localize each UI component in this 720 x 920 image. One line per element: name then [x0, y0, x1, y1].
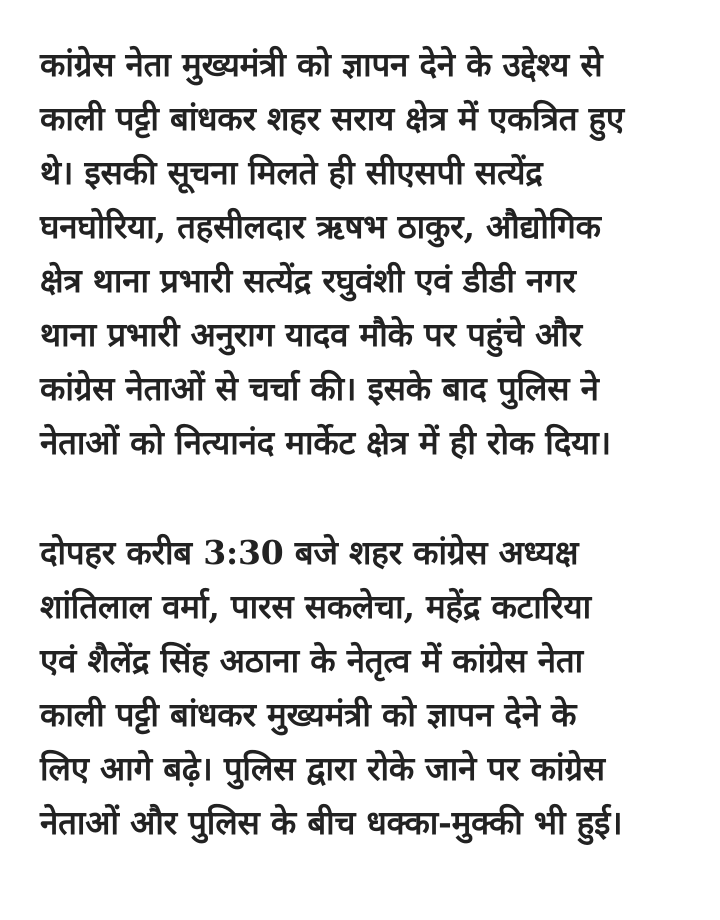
article-body	[40, 38, 690, 850]
paragraph-spacer	[40, 470, 690, 526]
text-line: थे। इसकी सूचना मिलते ही सीएसपी सत्येंद्र	[40, 153, 543, 192]
text-line: नेताओं और पुलिस के बीच धक्का-मुक्की भी हुई।	[40, 803, 623, 842]
text-line: नेताओं को नित्यानंद मार्केट क्षेत्र में ही रोक दिया।	[40, 423, 611, 462]
text-line: क्षेत्र थाना प्रभारी सत्येंद्र रघुवंशी एवं डीडी नगर	[40, 261, 576, 300]
text-line: काली पट्टी बांधकर मुख्यमंत्री को ज्ञापन देने के	[40, 695, 577, 734]
text-line: घनघोरिया, तहसीलदार ऋषभ ठाकुर, औद्योगिक	[40, 207, 601, 246]
text-line: शांतिलाल वर्मा, पारस सकलेचा, महेंद्र कटारिया	[40, 587, 591, 626]
text-line: दोपहर करीब 3:30 बजे शहर कांग्रेस अध्यक्ष	[40, 533, 579, 572]
paragraph-1	[40, 38, 690, 470]
text-line: लिए आगे बढ़े। पुलिस द्वारा रोके जाने पर कांग्रेस	[40, 749, 605, 788]
text-line: कांग्रेस नेताओं से चर्चा की। इसके बाद पुलिस ने	[40, 369, 599, 408]
text-line: कांग्रेस नेता मुख्यमंत्री को ज्ञापन देने के उद्देश्य से	[40, 45, 603, 84]
text-line: थाना प्रभारी अनुराग यादव मौके पर पहुंचे और	[40, 315, 582, 354]
paragraph-2	[40, 526, 690, 850]
text-line: काली पट्टी बांधकर शहर सराय क्षेत्र में एकत्रित हुए	[40, 99, 624, 138]
text-line: एवं शैलेंद्र सिंह अठाना के नेतृत्व में कांग्रेस नेता	[40, 641, 583, 680]
